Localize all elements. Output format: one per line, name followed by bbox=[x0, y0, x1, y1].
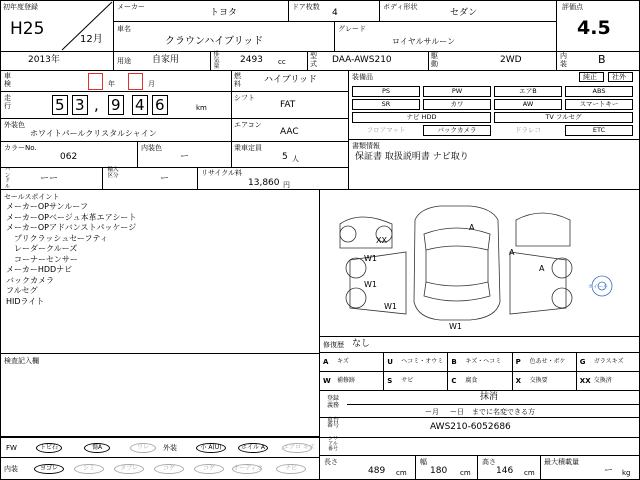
equipment-item: フロアマット bbox=[366, 126, 406, 134]
legend-text: キズ bbox=[337, 358, 349, 365]
first-reg-era: H25 bbox=[10, 19, 45, 39]
legend-code: XX bbox=[579, 377, 591, 385]
equipment-item: AW bbox=[494, 99, 562, 110]
mileage-comma: , bbox=[94, 96, 99, 114]
height-unit: cm bbox=[524, 469, 535, 477]
sales-points-label: セールスポイント bbox=[4, 193, 60, 201]
doors-value: 4 bbox=[332, 8, 338, 18]
legend-code: C bbox=[451, 377, 457, 385]
handle-value: ーー bbox=[40, 174, 59, 184]
aircon-value: AAC bbox=[280, 127, 299, 137]
mileage-unit: km bbox=[196, 104, 207, 112]
recycle-value: 13,860 bbox=[248, 178, 280, 188]
equipment-item: カワ bbox=[423, 99, 491, 110]
legend-code: X bbox=[515, 377, 521, 385]
damage-mark-5: A bbox=[539, 264, 545, 273]
first-reg-month: 12月 bbox=[80, 34, 103, 45]
condition-pill: ナビ bbox=[276, 464, 306, 474]
sales-point-line: バックカメラ bbox=[6, 275, 54, 285]
width-value: 180 bbox=[430, 466, 448, 476]
documents-box bbox=[348, 139, 640, 190]
drive-value: 2WD bbox=[500, 55, 522, 65]
recycle-label: リサイクル料 bbox=[201, 169, 243, 177]
legend-cell bbox=[383, 371, 448, 391]
condition-pill: コゲ bbox=[154, 464, 184, 474]
maker-label: メーカー bbox=[117, 3, 145, 11]
model-code-value: DAA-AWS210 bbox=[332, 55, 392, 65]
width-label: 幅 bbox=[420, 458, 427, 466]
first-reg-label: 初年度登録 bbox=[3, 3, 38, 11]
registration-status: 抹消 bbox=[480, 392, 499, 402]
legend-text: 交換済 bbox=[593, 377, 612, 384]
legend-text: キズ・ヘコミ bbox=[465, 358, 502, 365]
equipment-item: TV フルセグ bbox=[494, 112, 633, 123]
equipment-label: 装備品 bbox=[352, 73, 373, 81]
inspection-label: 車検 bbox=[4, 72, 11, 88]
badge-aftermarket-label: 社外 bbox=[612, 73, 626, 81]
grade-label: グレード bbox=[338, 25, 366, 33]
width-unit: cm bbox=[460, 469, 471, 477]
dim-divider-3 bbox=[540, 455, 541, 480]
mileage-digit: 9 bbox=[111, 96, 121, 114]
color-value: ホワイトパールクリスタルシャイン bbox=[30, 129, 157, 138]
legend-code: G bbox=[579, 358, 586, 366]
condition-pill: タブレ bbox=[114, 464, 144, 474]
fuel-label: 燃料 bbox=[234, 72, 241, 88]
body-value: セダン bbox=[450, 8, 478, 18]
chassis-value: AWS210-6052686 bbox=[430, 422, 511, 432]
mileage-digit: 3 bbox=[75, 96, 85, 114]
sales-point-line: メーカーOPアドバンストパッケージ bbox=[6, 223, 137, 232]
import-value: ー bbox=[160, 174, 170, 184]
equipment-item: ETC bbox=[565, 125, 633, 136]
legend-text: 交換要 bbox=[529, 377, 548, 384]
legend-text: ガラスキズ bbox=[593, 358, 624, 365]
shift-label: シフト bbox=[234, 94, 255, 102]
drive-box bbox=[428, 51, 557, 71]
capacity-label: 乗車定員 bbox=[234, 144, 262, 152]
score-label: 評価点 bbox=[562, 3, 583, 11]
inspection-month-unit: 月 bbox=[148, 80, 155, 88]
condition-pill: ホイル A bbox=[238, 443, 268, 453]
registration-month: ー月 bbox=[425, 408, 439, 416]
year-value: 2013年 bbox=[28, 55, 60, 65]
displacement-value: 2493 bbox=[240, 55, 263, 65]
damage-mark-3: W1 bbox=[364, 254, 377, 263]
import-label: 輸入区分 bbox=[107, 167, 119, 179]
condition-pill: 傷A bbox=[84, 443, 110, 453]
condition-pill: ワレ bbox=[130, 443, 156, 453]
legend-cell bbox=[319, 352, 384, 372]
mileage-digit: 6 bbox=[155, 96, 165, 114]
sales-point-line: コーナーセンサー bbox=[6, 254, 78, 264]
handle-label: ハンドル bbox=[4, 167, 11, 190]
legend-code: W bbox=[323, 377, 331, 385]
equipment-item: ナビ HDD bbox=[352, 112, 491, 123]
repair-label: 修復歴 bbox=[323, 341, 344, 349]
length-label: 長さ bbox=[324, 458, 338, 466]
exterior-label: 外装 bbox=[163, 444, 177, 452]
model-label: 車名 bbox=[117, 25, 131, 33]
interior-color-value: ー bbox=[180, 152, 190, 162]
equipment-item: ABS bbox=[565, 86, 633, 97]
repair-value: なし bbox=[352, 339, 371, 349]
interior-grade-value: B bbox=[598, 53, 606, 66]
legend-code: P bbox=[515, 358, 521, 366]
condition-pill: トビ石 bbox=[36, 443, 62, 453]
load-value: ー bbox=[604, 466, 614, 476]
damage-mark-8: W1 bbox=[449, 322, 462, 331]
documents-value: 保証書 取扱説明書 ナビ取り bbox=[355, 152, 469, 162]
equipment-item: スマートキー bbox=[565, 99, 633, 110]
sales-point-line: メーカーOPサンルーフ bbox=[6, 202, 88, 211]
equipment-item: バックカメラ bbox=[423, 125, 491, 136]
inspection-year-input[interactable] bbox=[88, 73, 103, 90]
model-value: クラウンハイブリッド bbox=[165, 36, 264, 47]
dim-divider-2 bbox=[477, 455, 478, 480]
equipment-item: ドラレコ bbox=[515, 126, 541, 134]
equipment-item: PW bbox=[423, 86, 491, 97]
registration-divider bbox=[347, 404, 640, 405]
model-code-label: 型式 bbox=[310, 52, 317, 68]
mileage-label: 走行 bbox=[4, 94, 11, 110]
recycle-unit: 円 bbox=[283, 181, 290, 189]
serial-box bbox=[319, 437, 640, 456]
equipment-item: エアB bbox=[494, 86, 562, 97]
wheel-icon: ホイール bbox=[588, 284, 608, 290]
mileage-digit: 4 bbox=[135, 96, 145, 114]
sales-point-line: フルセグ bbox=[6, 286, 38, 295]
height-label: 高さ bbox=[482, 458, 496, 466]
sales-point-line: レーダークルーズ bbox=[6, 244, 78, 253]
inspection-box bbox=[0, 70, 232, 92]
condition-pill: 小 A(U) bbox=[196, 443, 226, 453]
legend-text: サビ bbox=[401, 377, 414, 384]
use-label: 用途 bbox=[117, 57, 131, 65]
interior-grade-label: 内装 bbox=[560, 52, 567, 68]
height-value: 146 bbox=[496, 466, 514, 476]
color-no-value: 062 bbox=[60, 152, 78, 162]
condition-pill: コゲ bbox=[194, 464, 224, 474]
first-reg-diagonal bbox=[0, 0, 114, 52]
fuel-value: ハイブリッド bbox=[264, 75, 318, 85]
grade-value: ロイヤルサルーン bbox=[392, 37, 456, 46]
sales-point-line: HIDライト bbox=[6, 296, 45, 306]
inspector-label: 検査記入欄 bbox=[4, 357, 39, 365]
color-no-label: カラーNo. bbox=[4, 144, 37, 152]
maker-value: トヨタ bbox=[210, 8, 238, 18]
inspection-year-unit: 年 bbox=[108, 80, 115, 88]
mileage-digit: 5 bbox=[55, 96, 65, 114]
length-value: 489 bbox=[368, 466, 386, 476]
condition-pill: シミ bbox=[74, 464, 104, 474]
legend-code: B bbox=[451, 358, 457, 366]
sales-point-line: メーカーHDDナビ bbox=[6, 265, 73, 274]
documents-label: 書類情報 bbox=[352, 142, 380, 150]
legend-code: S bbox=[387, 377, 393, 385]
score-value: 4.5 bbox=[577, 17, 611, 39]
legend-text: 腐食 bbox=[465, 377, 478, 384]
capacity-value: 5 bbox=[282, 152, 288, 162]
badge-genuine-label: 純正 bbox=[583, 73, 597, 81]
legend-cell bbox=[447, 371, 512, 391]
damage-mark-7: W1 bbox=[384, 302, 397, 311]
chassis-label: 車台番号 bbox=[326, 417, 339, 429]
aircon-label: エアコン bbox=[234, 121, 262, 129]
interior-color-label: 内装色 bbox=[141, 144, 162, 152]
capacity-unit: 人 bbox=[292, 155, 299, 163]
legend-text: ヘコミ・オウミ bbox=[401, 358, 444, 365]
damage-mark-4: A bbox=[509, 248, 515, 257]
displacement-label: 排気量 bbox=[213, 51, 220, 70]
damage-mark-6: W1 bbox=[364, 280, 377, 289]
condition-pill: エアロ キズ bbox=[283, 444, 315, 451]
inspector-box bbox=[0, 353, 320, 437]
inspection-month-input[interactable] bbox=[128, 73, 143, 90]
legend-text: 補修跡 bbox=[337, 377, 356, 384]
fw-label: FW bbox=[6, 444, 17, 452]
serial-label: シリアル番号 bbox=[327, 436, 338, 452]
shift-value: FAT bbox=[280, 100, 296, 110]
registration-text: までに名変できる方 bbox=[472, 408, 535, 416]
dim-divider-1 bbox=[415, 455, 416, 480]
use-value: 自家用 bbox=[152, 55, 180, 65]
interior-row-label: 内装 bbox=[4, 465, 18, 473]
damage-mark-2: XX bbox=[376, 236, 387, 245]
legend-code: A bbox=[323, 358, 329, 366]
displacement-unit: cc bbox=[278, 58, 286, 66]
doors-label: ドア枚数 bbox=[292, 3, 320, 11]
length-unit: cm bbox=[396, 469, 407, 477]
condition-pill: オーディオ bbox=[233, 465, 263, 472]
legend-text: 色あせ・ボケ bbox=[529, 358, 566, 365]
sales-point-line: メーカーOPベージュ本革エアシート bbox=[6, 212, 137, 222]
load-label: 最大積載量 bbox=[544, 458, 579, 466]
body-label: ボディ形状 bbox=[383, 3, 418, 11]
legend-code: U bbox=[387, 358, 393, 366]
equipment-item: SR bbox=[352, 99, 420, 110]
color-label: 外装色 bbox=[4, 121, 25, 129]
equipment-item: PS bbox=[352, 86, 420, 97]
drive-label: 駆動 bbox=[431, 52, 438, 68]
load-unit: kg bbox=[622, 469, 631, 477]
registration-day: ー日 bbox=[450, 408, 464, 416]
condition-pill: ヨゴレ bbox=[34, 464, 64, 474]
damage-mark-1: A bbox=[469, 223, 475, 232]
sales-point-line: プリクラッシュセーフティ bbox=[6, 233, 108, 243]
registration-label: 登録義務 bbox=[326, 395, 339, 409]
